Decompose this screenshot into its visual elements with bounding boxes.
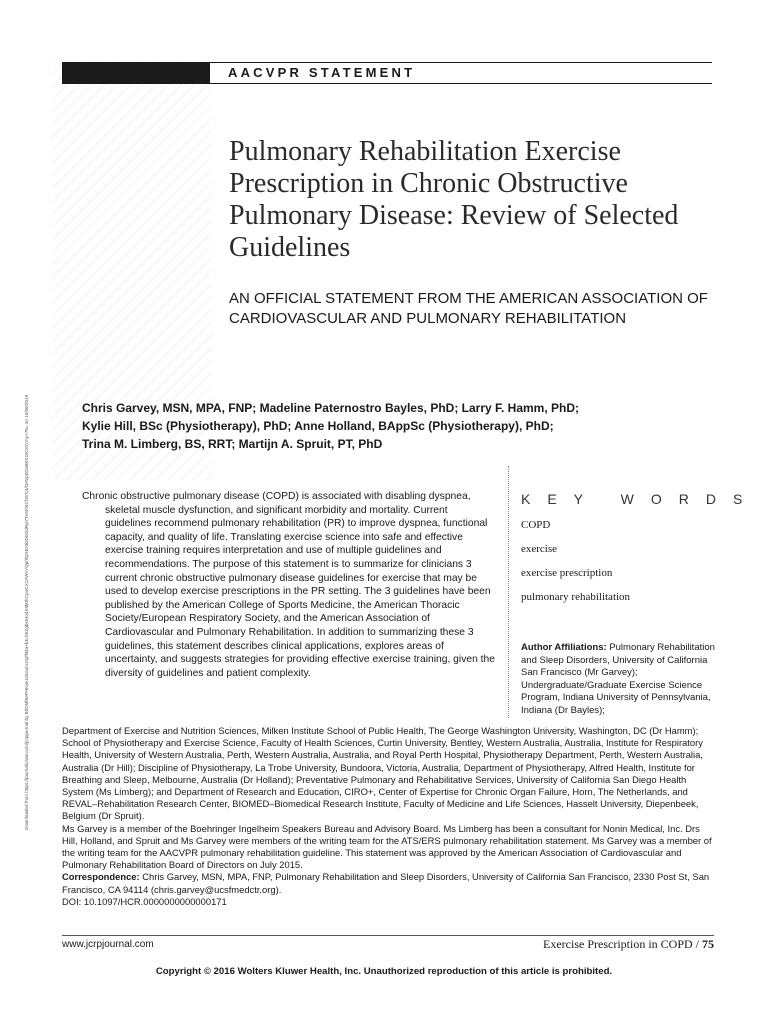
header-black-block — [62, 62, 210, 84]
affiliations-continued — [62, 725, 714, 908]
affiliations-label: Author Affiliations: — [521, 642, 607, 653]
page-number: 75 — [702, 937, 714, 951]
author-line: Trina M. Limberg, BS, RRT; Martijn A. Spruit, PT, PhD — [82, 437, 383, 451]
keywords-heading: KEY WORDS — [521, 491, 760, 507]
running-footer — [543, 937, 714, 952]
copyright-notice: Copyright © 2016 Wolters Kluwer Health, Inc. Unauthorized reproduction of this article is prohibited. — [155, 966, 613, 977]
author-line: Kylie Hill, BSc (Physiotherapy), PhD; Anne Holland, BAppSc (Physiotherapy), PhD; — [82, 419, 554, 433]
running-title: Exercise Prescription in COPD / — [543, 937, 699, 951]
affiliations-text: Pulmonary Rehabilitation and Sleep Disorders, University of California San Francisco (Mr Garvey); Undergraduate/Graduate Exercise Science Program, Indiana University of Pennsylvania, Indiana (Dr Bayles); — [521, 642, 715, 716]
article-title: Pulmonary Rehabilitation Exercise Prescription in Chronic Obstructive Pulmonary Disease: Review of Selected Guidelines — [229, 136, 679, 263]
journal-url[interactable]: www.jcrpjournal.com — [62, 939, 154, 950]
download-notice-text: Downloaded from https://journals.lww.com/jcrpjournal by BhDMf5ePHKav1zEoum1tQfN4a+kJLhEZgbsIHo4XMi0hCywCX1AWnYQp/IlQrHD3i3D0OdRyi7TvSFl4Cf3VC4/OAVpDDa8KKGKV0Ymy+78= on 10/06/2019 — [24, 394, 29, 830]
author-affiliations — [521, 642, 717, 721]
article-subtitle: AN OFFICIAL STATEMENT FROM THE AMERICAN ASSOCIATION OF CARDIOVASCULAR AND PULMONARY REHABILITATION — [229, 290, 708, 327]
author-line: Chris Garvey, MSN, MPA, FNP; Madeline Paternostro Bayles, PhD; Larry F. Hamm, PhD; — [82, 401, 580, 415]
doi: DOI: 10.1097/HCR.0000000000000171 — [62, 895, 227, 907]
affiliations-continued-text: Department of Exercise and Nutrition Sciences, Milken Institute School of Public Health, The George Washington University, Washington, DC (Dr Hamm); School of Physiotherapy and Exercise Science, Faculty of Health Sciences, Curtin University, Bentley, Western Australia, Australia, Institute for Respiratory Health, University of Western Australia, Perth, Western Australia, Australia, and Royal Perth Hospital, Physiotherapy Department, Perth, Western Australia, Australia (Dr Hill); Discipline of Physiotherapy, La Trobe University, Bundoora, Victoria, Australia, Department of Physiotherapy, Alfred Health, Institute for Breathing and Sleep, Melbourne, Australia (Dr Holland); Preventative Pulmonary and Rehabilitative Services, University of California San Diego Health System (Ms Limberg); and Department of Research and Education, CIRO+, Center of Expertise for Chronic Organ Failure, Horn, The Netherlands, and REVAL–Rehabilitation Research Center, BIOMED–Biomedical Research Institute, Faculty of Medicine and Life Sciences, Hasselt University, Diepenbeek, Belgium (Dr Spruit). — [62, 725, 703, 822]
abstract: Chronic obstructive pulmonary disease (COPD) is associated with disabling dyspnea, skeletal muscle dysfunction, and significant morbidity and mortality. Current guidelines recommend pulmonary rehabilitation (PR) to improve dyspnea, functional capacity, and quality of life. Translating exercise science into safe and effective exercise training requires interpretation and use of multiple guidelines and recommendations. The purpose of this statement is to summarize for clinicians 3 current chronic obstructive pulmonary disease guidelines for exercise that may be used to develop exercise prescriptions in the PR setting. The 3 guidelines have been published by the American College of Sports Medicine, the American Thoracic Society/European Respiratory Society, and the American Association of Cardiovascular and Pulmonary Rehabilitation. In addition to summarizing these 3 guidelines, this statement describes clinical applications, explores areas of uncertainty, and suggests strategies for providing effective exercise training, given the diversity of guidelines and patient complexity. — [82, 491, 495, 679]
correspondence-text: Chris Garvey, MSN, MPA, FNP, Pulmonary Rehabilitation and Sleep Disorders, University of California San Francisco, 2330 Post St, San Francisco, CA 94114 (chris.garvey@ucsfmedctr.org). — [62, 871, 710, 895]
column-divider — [508, 466, 509, 718]
keyword-item: COPD — [521, 519, 551, 531]
disclosure-text: Ms Garvey is a member of the Boehringer Ingelheim Speakers Bureau and Advisory Board. Ms Limberg has been a consultant for Nonin Medical, Inc. Drs Hill, Holland, and Spruit and Ms Garvey were members of the writing team for the ATS/ERS pulmonary rehabilitation statement. Ms Garvey was a member of the writing team for the AACVPR pulmonary rehabilitation guideline. This statement was approved by the American Association of Cardiovascular and Pulmonary Rehabilitation Board of Directors on July 2015. — [62, 822, 712, 871]
section-header — [62, 62, 712, 84]
keyword-item: exercise prescription — [521, 567, 613, 579]
section-label: AACVPR STATEMENT — [210, 62, 712, 84]
author-list — [82, 399, 722, 453]
keyword-item: pulmonary rehabilitation — [521, 591, 631, 603]
footer-rule — [62, 935, 714, 936]
correspondence-label: Correspondence: — [62, 871, 140, 883]
keywords-list — [521, 518, 711, 614]
keyword-item: exercise — [521, 543, 558, 555]
correspondence — [62, 871, 714, 895]
download-notice — [24, 290, 32, 830]
